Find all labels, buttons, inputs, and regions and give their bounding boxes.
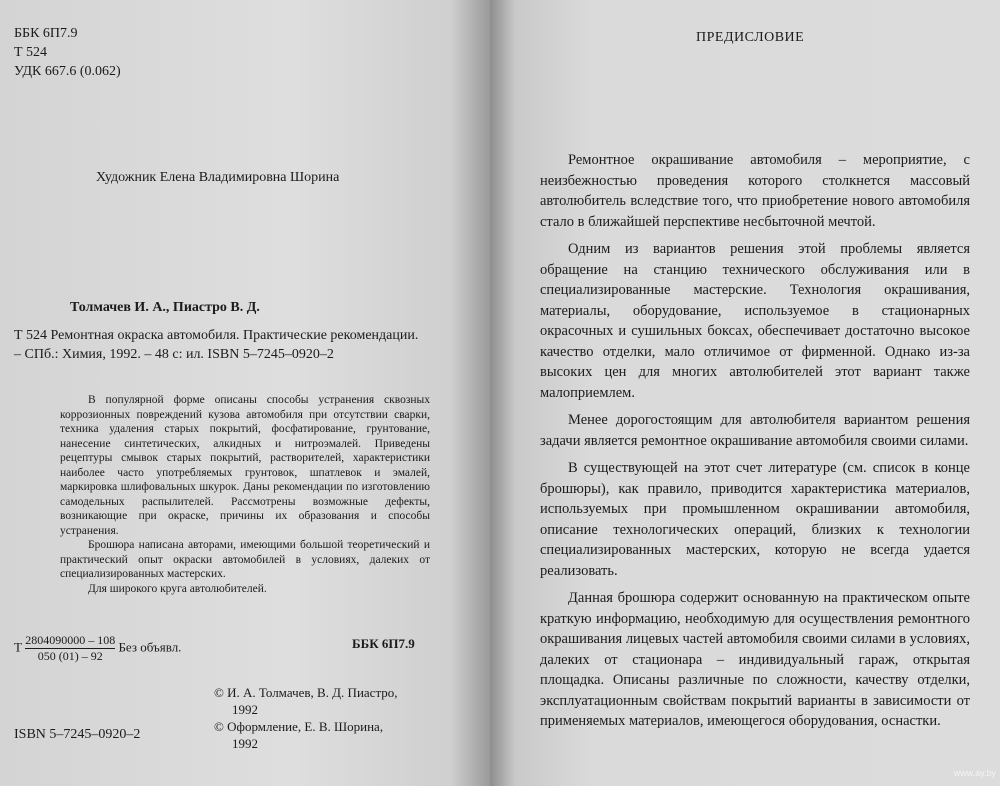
copyright-line: 1992: [232, 736, 258, 751]
watermark: www.ay.by: [953, 768, 996, 778]
copyright-line: © И. А. Толмачев, В. Д. Пиастро,: [214, 685, 398, 700]
bbk-code: ББК 6П7.9: [14, 26, 78, 41]
artist-credit: Художник Елена Владимировна Шорина: [96, 170, 340, 185]
abstract-paragraph: Для широкого круга автолюбителей.: [88, 582, 267, 595]
abstract: [60, 393, 430, 596]
copyright-line: 1992: [232, 702, 258, 717]
preface-paragraph: Ремонтное окрашивание автомобиля – мероприятие, с неизбежностью проведения которого столкнется массовый автолюбитель вследствие того, что приобретение нового автомобиля стало в ближайшей перспективе несбыточной мечтой.: [540, 152, 970, 230]
preface-paragraph: В существующей на этот счет литературе (см. список в конце брошюры), как правило, приводится характеристика материалов, используемых при промышленном окрашивании автомобиля, описание технологических операций, близких к технологии специализированных мастерских, которую не всегда удается реализовать.: [540, 460, 970, 579]
price-numerator: 2804090000 – 108: [25, 633, 116, 647]
preface-paragraph: Одним из вариантов решения этой проблемы является обращение на станцию технического обслуживания или в специализированные мастерские. Технология окрашивания, материалы, оборудование, используемое в стационарных окрасочных и сушильных боксах, обеспечивает достаточно высокое качество отделки, мало отличимое от фирменной. Однако из-за высоких цен для многих автолюбителей этот вариант также малоприемлем.: [540, 241, 970, 401]
price-fraction: [25, 633, 115, 664]
preface-paragraph: Менее дорогостоящим для автолюбителя вариантом решения задачи является ремонтное окрашивание автомобиля своими силами.: [540, 412, 970, 449]
left-page: [0, 0, 490, 786]
bbk-code-bottom: ББК 6П7.9: [352, 636, 415, 651]
isbn: ISBN 5–7245–0920–2: [14, 727, 141, 742]
t-code: Т 524: [14, 45, 48, 60]
price-letter: Т: [14, 639, 22, 655]
abstract-paragraph: В популярной форме описаны способы устранения сквозных коррозионных повреждений кузова автомобиля при отсутствии сварки, техника удаления старых покрытий, фосфатирование, грунтование, нанесение синтетических, алкидных и нитроэмалей. Приведены рецептуры смывок старых покрытий, растворителей, характеристики наиболее часто употребляемых грунтовок, шпатлевок и эмалей, маркировка шлифовальных шкурок. Даны рекомендации по изготовлению самодельных распылителей. Рассмотрены возможные дефекты, возникающие при окраске, причины их образования и способы устранения.: [60, 394, 430, 537]
preface-body: [540, 150, 970, 739]
abstract-paragraph: Брошюра написана авторами, имеющими большой теоретический и практический опыт окраски автомобилей в условиях, далеких от специализированных мастерских.: [60, 539, 430, 580]
authors: Толмачев И. А., Пиастро В. Д.: [70, 300, 260, 315]
copyright-line: © Оформление, Е. В. Шорина,: [214, 719, 384, 734]
price-index: [14, 633, 181, 664]
price-denominator: 050 (01) – 92: [37, 649, 103, 663]
preface-paragraph: Данная брошюра содержит основанную на практическом опыте краткую информацию, необходимую для осуществления ремонтного окрашивания лицевых частей автомобиля своими силами в условиях, далеких от стационара – индивидуальный гараж, открытая площадка. Описаны различные по сложности, качеству отделки, эксплуатационным свойствам покрытий варианты в зависимости от применяемых материалов, имеющегося оборудования, оснастки.: [540, 590, 970, 729]
page-title: ПРЕДИСЛОВИЕ: [696, 30, 805, 45]
udk-code: УДК 667.6 (0.062): [14, 64, 121, 79]
price-note: Без объявл.: [118, 639, 182, 655]
bibliographic-record: Т 524 Ремонтная окраска автомобиля. Практические рекомендации. – СПб.: Химия, 1992. – 48 с: ил. ISBN 5–7245–0920–2: [14, 328, 419, 362]
right-page: [490, 0, 1000, 786]
classification-codes: [14, 24, 121, 81]
copyright-block: [214, 684, 398, 752]
